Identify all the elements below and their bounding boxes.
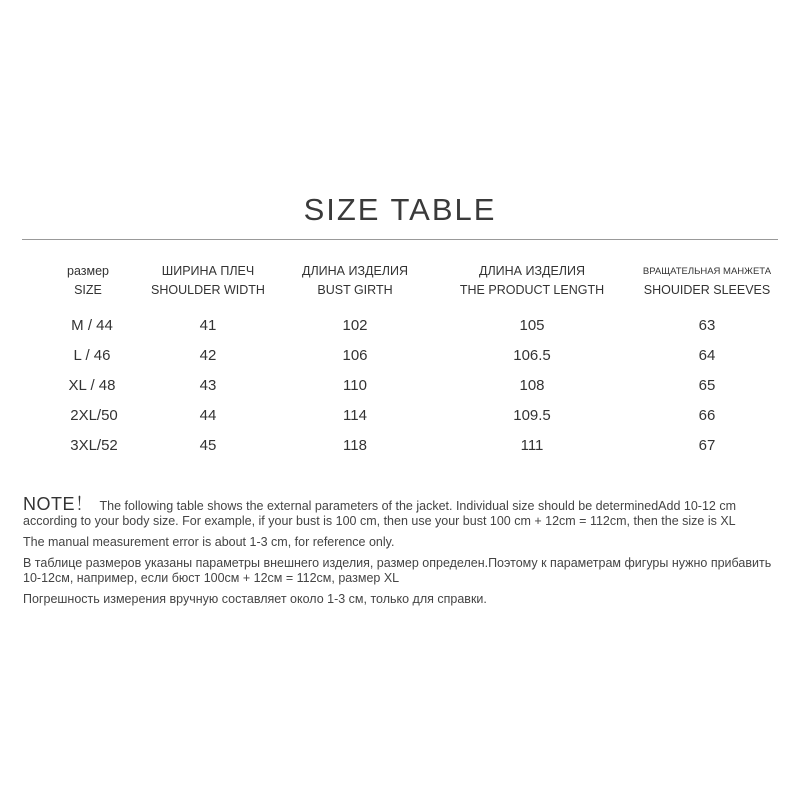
cell-bust: 110 [343,377,367,394]
cell-sleeves: 66 [698,407,716,424]
header-sleeves: ВРАЩАТЕЛЬНАЯ МАНЖЕТА SHOUIDER SLEEVES [642,266,772,297]
cell-shoulder: 41 [199,317,217,334]
cell-bust: 102 [342,317,368,334]
header-shoulder-width: ШИРИНА ПЛЕЧ SHOULDER WIDTH [151,264,265,297]
note-text-en: The following table shows the external parameters of the jacket. Individual size should be determinedAdd 10-12 cm according to your body size. For example, if your bust is 100 cm, then use your bust 100 cm + 12cm = 112cm, then the size is XL [23,499,736,528]
cell-size: L / 46 [73,347,111,364]
cell-size: M / 44 [71,317,113,334]
table-header-row [0,262,800,302]
cell-bust: 114 [343,407,367,424]
header-size: размер SIZE [67,264,109,297]
table-row [0,437,800,477]
header-product-length: ДЛИНА ИЗДЕЛИЯ THE PRODUCT LENGTH [459,264,605,297]
cell-size: XL / 48 [68,377,116,394]
header-bust-girth: ДЛИНА ИЗДЕЛИЯ BUST GIRTH [301,264,409,297]
cell-bust: 106 [342,347,368,364]
cell-length: 106.5 [513,347,551,364]
cell-length: 108 [519,377,545,394]
cell-bust: 118 [343,437,367,454]
page-title: SIZE TABLE [303,192,497,227]
cell-sleeves: 64 [698,347,716,364]
cell-length: 105 [519,317,545,334]
cell-shoulder: 42 [199,347,217,364]
cell-shoulder: 43 [199,377,217,394]
cell-sleeves: 65 [698,377,716,394]
cell-length: 109.5 [513,407,551,424]
cell-sleeves: 63 [698,317,716,334]
cell-length: 111 [520,437,544,454]
cell-size: 3XL/52 [70,437,118,454]
note-error-ru: Погрешность измерения вручную составляет около 1-3 см, только для справки. [23,592,487,606]
note-paragraph-en [23,494,783,529]
note-text-ru: В таблице размеров указаны параметры внешнего изделия, размер определен.Поэтому к параметрам фигуры нужно прибавить 10-12см, например, если бюст 100см + 12см = 112см, размер XL [23,556,772,585]
cell-size: 2XL/50 [70,407,118,424]
cell-shoulder: 45 [199,437,217,454]
notes-section [23,494,783,613]
cell-shoulder: 44 [199,407,217,424]
cell-sleeves: 67 [698,437,716,454]
note-label: NOTE！ [23,494,94,514]
title-divider [22,239,778,240]
note-error-en: The manual measurement error is about 1-3 cm, for reference only. [23,535,395,549]
